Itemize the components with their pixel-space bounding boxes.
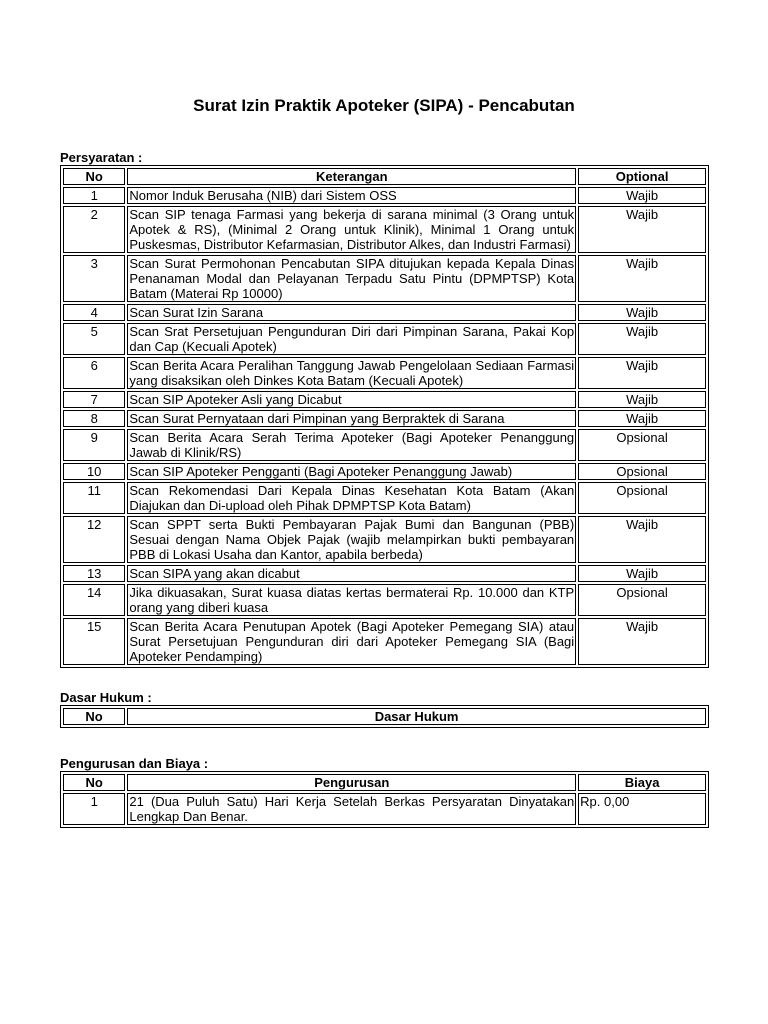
- row-optional: Wajib: [578, 255, 706, 302]
- row-keterangan: Scan SIPA yang akan dicabut: [127, 565, 576, 582]
- row-optional: Opsional: [578, 584, 706, 616]
- row-optional: Wajib: [578, 206, 706, 253]
- table-row: [63, 516, 706, 563]
- row-keterangan: Scan Rekomendasi Dari Kepala Dinas Kesehatan Kota Batam (Akan Diajukan dan Di-upload oleh Pihak DPMPTSP Kota Batam): [129, 483, 575, 513]
- row-number: 6: [63, 357, 125, 389]
- row-number: 2: [63, 206, 125, 253]
- page-title: Surat Izin Praktik Apoteker (SIPA) - Pencabutan: [193, 96, 575, 115]
- table-row: [63, 357, 706, 389]
- row-keterangan: Scan Berita Acara Penutupan Apotek (Bagi Apoteker Pemegang SIA) atau Surat Persetujuan Pengunduran diri dari Apoteker Pemegang SIA (Bagi Apoteker Pendamping): [129, 619, 575, 664]
- row-keterangan: Nomor Induk Berusaha (NIB) dari Sistem OSS: [127, 187, 576, 204]
- header-pengurusan: Pengurusan: [127, 774, 576, 791]
- header-optional: Optional: [578, 168, 706, 185]
- row-optional: Opsional: [578, 482, 706, 514]
- row-optional: Wajib: [578, 516, 706, 563]
- row-keterangan: Scan SPPT serta Bukti Pembayaran Pajak Bumi dan Bangunan (PBB) Sesuai dengan Nama Objek Pajak (wajib melampirkan bukti pembayaran PBB di Lokasi Usaha dan Kantor, apabila berbeda): [129, 517, 575, 562]
- row-number: 7: [63, 391, 125, 408]
- row-number: 8: [63, 410, 125, 427]
- row-optional: Wajib: [578, 565, 706, 582]
- row-number: 11: [63, 482, 125, 514]
- row-keterangan: Scan Surat Izin Sarana: [127, 304, 576, 321]
- row-number: 3: [63, 255, 125, 302]
- table-header-row: [63, 774, 706, 791]
- table-row: [63, 618, 706, 665]
- row-optional: Wajib: [578, 187, 706, 204]
- header-keterangan: Keterangan: [127, 168, 576, 185]
- row-number: 5: [63, 323, 125, 355]
- header-no: No: [63, 774, 125, 791]
- row-keterangan: Jika dikuasakan, Surat kuasa diatas kertas bermaterai Rp. 10.000 dan KTP orang yang diberi kuasa: [129, 585, 575, 615]
- row-number: 13: [63, 565, 125, 582]
- row-number: 9: [63, 429, 125, 461]
- row-keterangan: Scan SIP Apoteker Asli yang Dicabut: [127, 391, 576, 408]
- table-row: [63, 429, 706, 461]
- pengurusan-label: Pengurusan dan Biaya :: [60, 756, 209, 771]
- table-header-row: [63, 708, 706, 725]
- table-header-row: [63, 168, 706, 185]
- row-pengurusan: 21 (Dua Puluh Satu) Hari Kerja Setelah Berkas Persyaratan Dinyatakan Lengkap Dan Benar.: [129, 794, 575, 824]
- dasar-hukum-table: [60, 705, 709, 728]
- table-row: [63, 793, 706, 825]
- persyaratan-table: [60, 165, 709, 668]
- table-row: [63, 187, 706, 204]
- row-number: 4: [63, 304, 125, 321]
- table-row: [63, 584, 706, 616]
- dasar-hukum-label: Dasar Hukum :: [60, 690, 152, 705]
- header-no: No: [63, 168, 125, 185]
- row-biaya: Rp. 0,00: [578, 793, 706, 825]
- row-optional: Wajib: [578, 323, 706, 355]
- row-keterangan: Scan SIP Apoteker Pengganti (Bagi Apoteker Penanggung Jawab): [127, 463, 576, 480]
- row-keterangan: Scan Srat Persetujuan Pengunduran Diri dari Pimpinan Sarana, Pakai Kop dan Cap (Kecuali Apotek): [129, 324, 575, 354]
- table-row: [63, 463, 706, 480]
- table-row: [63, 410, 706, 427]
- row-number: 14: [63, 584, 125, 616]
- row-optional: Wajib: [578, 304, 706, 321]
- table-row: [63, 206, 706, 253]
- header-no: No: [63, 708, 125, 725]
- table-row: [63, 323, 706, 355]
- table-row: [63, 255, 706, 302]
- row-keterangan: Scan Berita Acara Peralihan Tanggung Jawab Pengelolaan Sediaan Farmasi yang disaksikan oleh Dinkes Kota Batam (Kecuali Apotek): [129, 358, 575, 388]
- table-row: [63, 391, 706, 408]
- table-row: [63, 304, 706, 321]
- row-number: 15: [63, 618, 125, 665]
- row-optional: Opsional: [578, 429, 706, 461]
- pengurusan-table: [60, 771, 709, 828]
- row-optional: Wajib: [578, 618, 706, 665]
- table-row: [63, 565, 706, 582]
- header-dasar-hukum: Dasar Hukum: [127, 708, 706, 725]
- row-number: 10: [63, 463, 125, 480]
- table-row: [63, 482, 706, 514]
- row-optional: Wajib: [578, 391, 706, 408]
- row-keterangan: Scan Surat Permohonan Pencabutan SIPA ditujukan kepada Kepala Dinas Penanaman Modal dan Pelayanan Terpadu Satu Pintu (DPMPTSP) Kota Batam (Materai Rp 10000): [129, 256, 575, 301]
- header-biaya: Biaya: [578, 774, 706, 791]
- row-optional: Opsional: [578, 463, 706, 480]
- persyaratan-label: Persyaratan :: [60, 150, 143, 165]
- row-optional: Wajib: [578, 357, 706, 389]
- row-keterangan: Scan SIP tenaga Farmasi yang bekerja di sarana minimal (3 Orang untuk Apotek & RS), (Minimal 2 Orang untuk Klinik), Minimal 1 Orang untuk Puskesmas, Distributor Kefarmasian, Distributor Alkes, dan Industri Farmasi): [129, 207, 575, 252]
- row-number: 1: [63, 793, 125, 825]
- row-number: 1: [63, 187, 125, 204]
- row-optional: Wajib: [578, 410, 706, 427]
- row-keterangan: Scan Berita Acara Serah Terima Apoteker (Bagi Apoteker Penanggung Jawab di Klinik/RS): [129, 430, 575, 460]
- row-keterangan: Scan Surat Pernyataan dari Pimpinan yang Berpraktek di Sarana: [127, 410, 576, 427]
- row-number: 12: [63, 516, 125, 563]
